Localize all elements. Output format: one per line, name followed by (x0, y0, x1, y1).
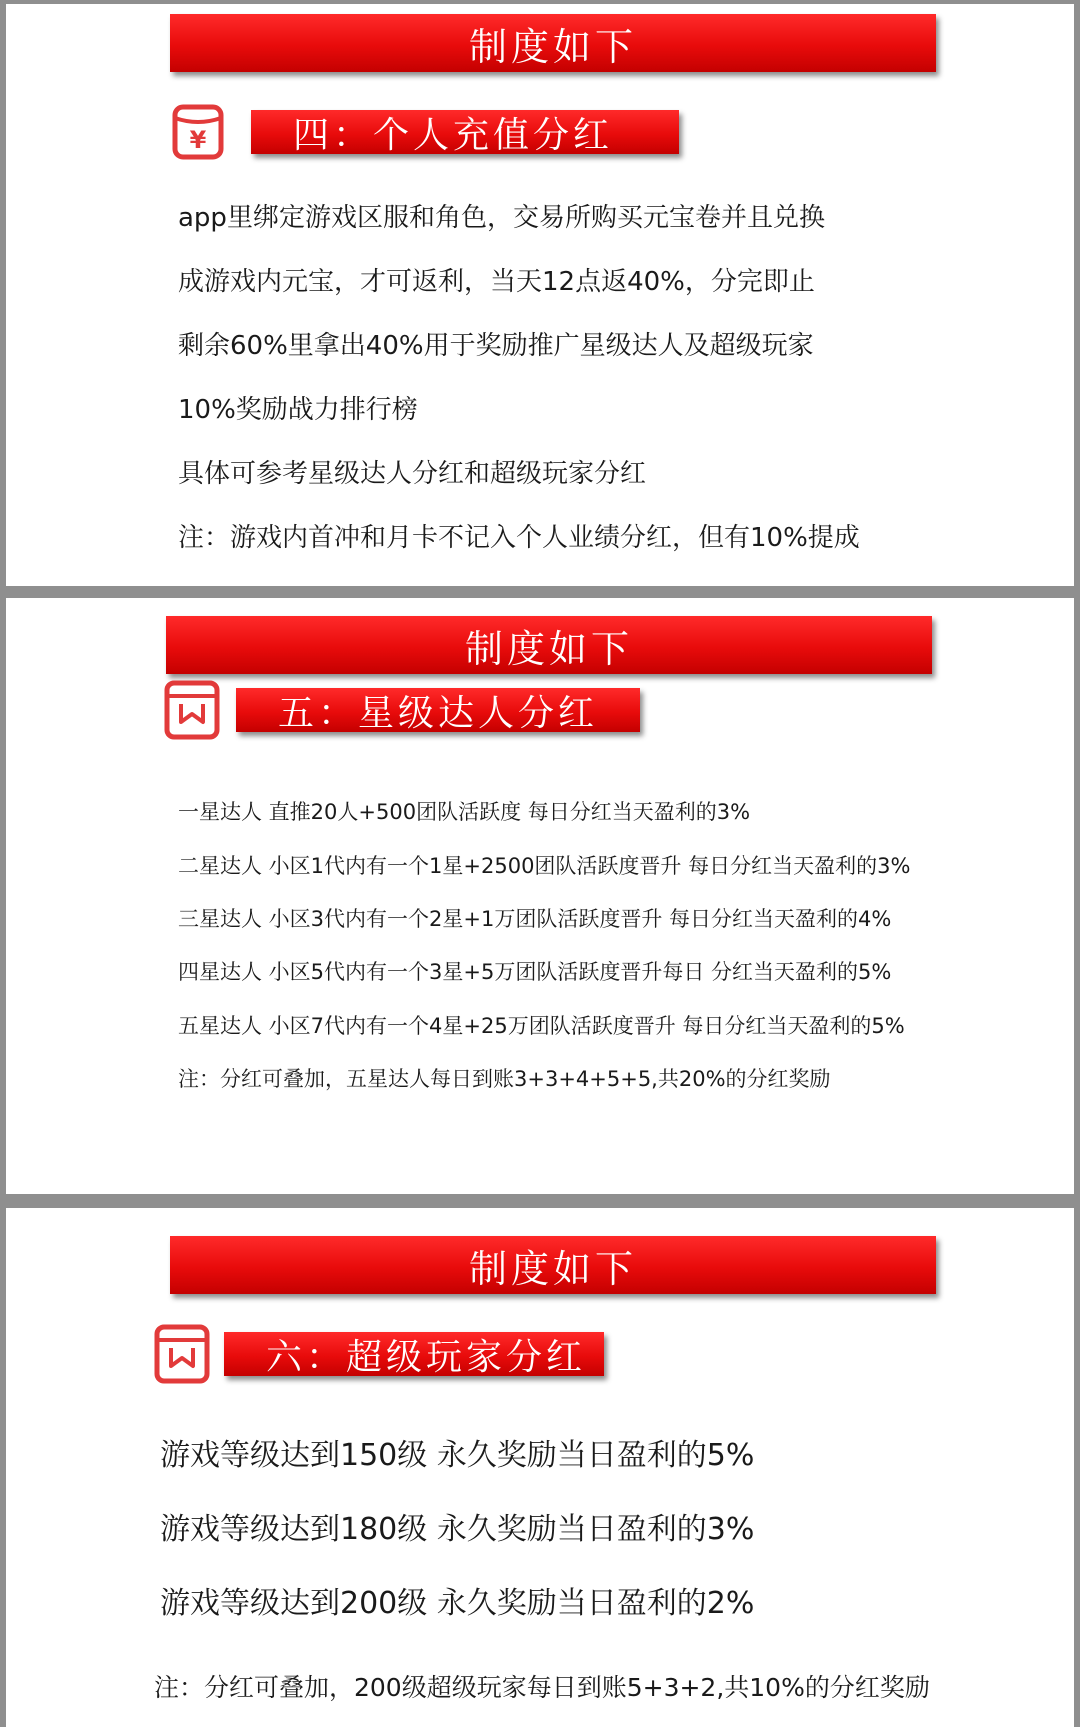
note-line: 注：分红可叠加，五星达人每日到账3+3+4+5+5,共20%的分红奖励 (178, 1067, 831, 1091)
text-line: 成游戏内元宝，才可返利，当天12点返40%，分完即止 (178, 267, 815, 297)
section-personal-recharge (6, 4, 1074, 586)
section-banner: 制度如下 (166, 616, 932, 674)
text-line: 五星达人 小区7代内有一个4星+25万团队活跃度晋升 每日分红当天盈利的5% (178, 1014, 905, 1038)
section-star-expert (6, 598, 1074, 1194)
text-line: 10%奖励战力排行榜 (178, 395, 418, 425)
yen-box-icon (172, 104, 224, 160)
text-line: 游戏等级达到200级 永久奖励当日盈利的2% (160, 1586, 755, 1621)
text-line: 三星达人 小区3代内有一个2星+1万团队活跃度晋升 每日分红当天盈利的4% (178, 907, 892, 931)
text-line: 游戏等级达到180级 永久奖励当日盈利的3% (160, 1512, 755, 1547)
text-line: 二星达人 小区1代内有一个1星+2500团队活跃度晋升 每日分红当天盈利的3% (178, 854, 911, 878)
note-line: 注：游戏内首冲和月卡不记入个人业绩分红，但有10%提成 (178, 523, 860, 553)
section-heading: 五：星级达人分红 (236, 688, 640, 732)
text-line: app里绑定游戏区服和角色，交易所购买元宝卷并且兑换 (178, 203, 825, 233)
text-line: 游戏等级达到150级 永久奖励当日盈利的5% (160, 1438, 755, 1473)
svg-text:¥: ¥ (189, 126, 207, 154)
text-line: 剩余60%里拿出40%用于奖励推广星级达人及超级玩家 (178, 331, 814, 361)
section-banner: 制度如下 (170, 1236, 936, 1294)
note-line: 注：分红可叠加，200级超级玩家每日到账5+3+2,共10%的分红奖励 (154, 1673, 930, 1702)
section-banner: 制度如下 (170, 14, 936, 72)
text-line: 四星达人 小区5代内有一个3星+5万团队活跃度晋升每日 分红当天盈利的5% (178, 960, 892, 984)
text-line: 一星达人 直推20人+500团队活跃度 每日分红当天盈利的3% (178, 800, 751, 824)
gift-box-icon (154, 1324, 210, 1384)
section-heading: 四：个人充值分红 (251, 110, 679, 154)
gift-box-icon (164, 680, 220, 740)
section-heading: 六：超级玩家分红 (224, 1332, 604, 1376)
text-line: 具体可参考星级达人分红和超级玩家分红 (178, 459, 647, 489)
section-super-player (6, 1208, 1074, 1727)
